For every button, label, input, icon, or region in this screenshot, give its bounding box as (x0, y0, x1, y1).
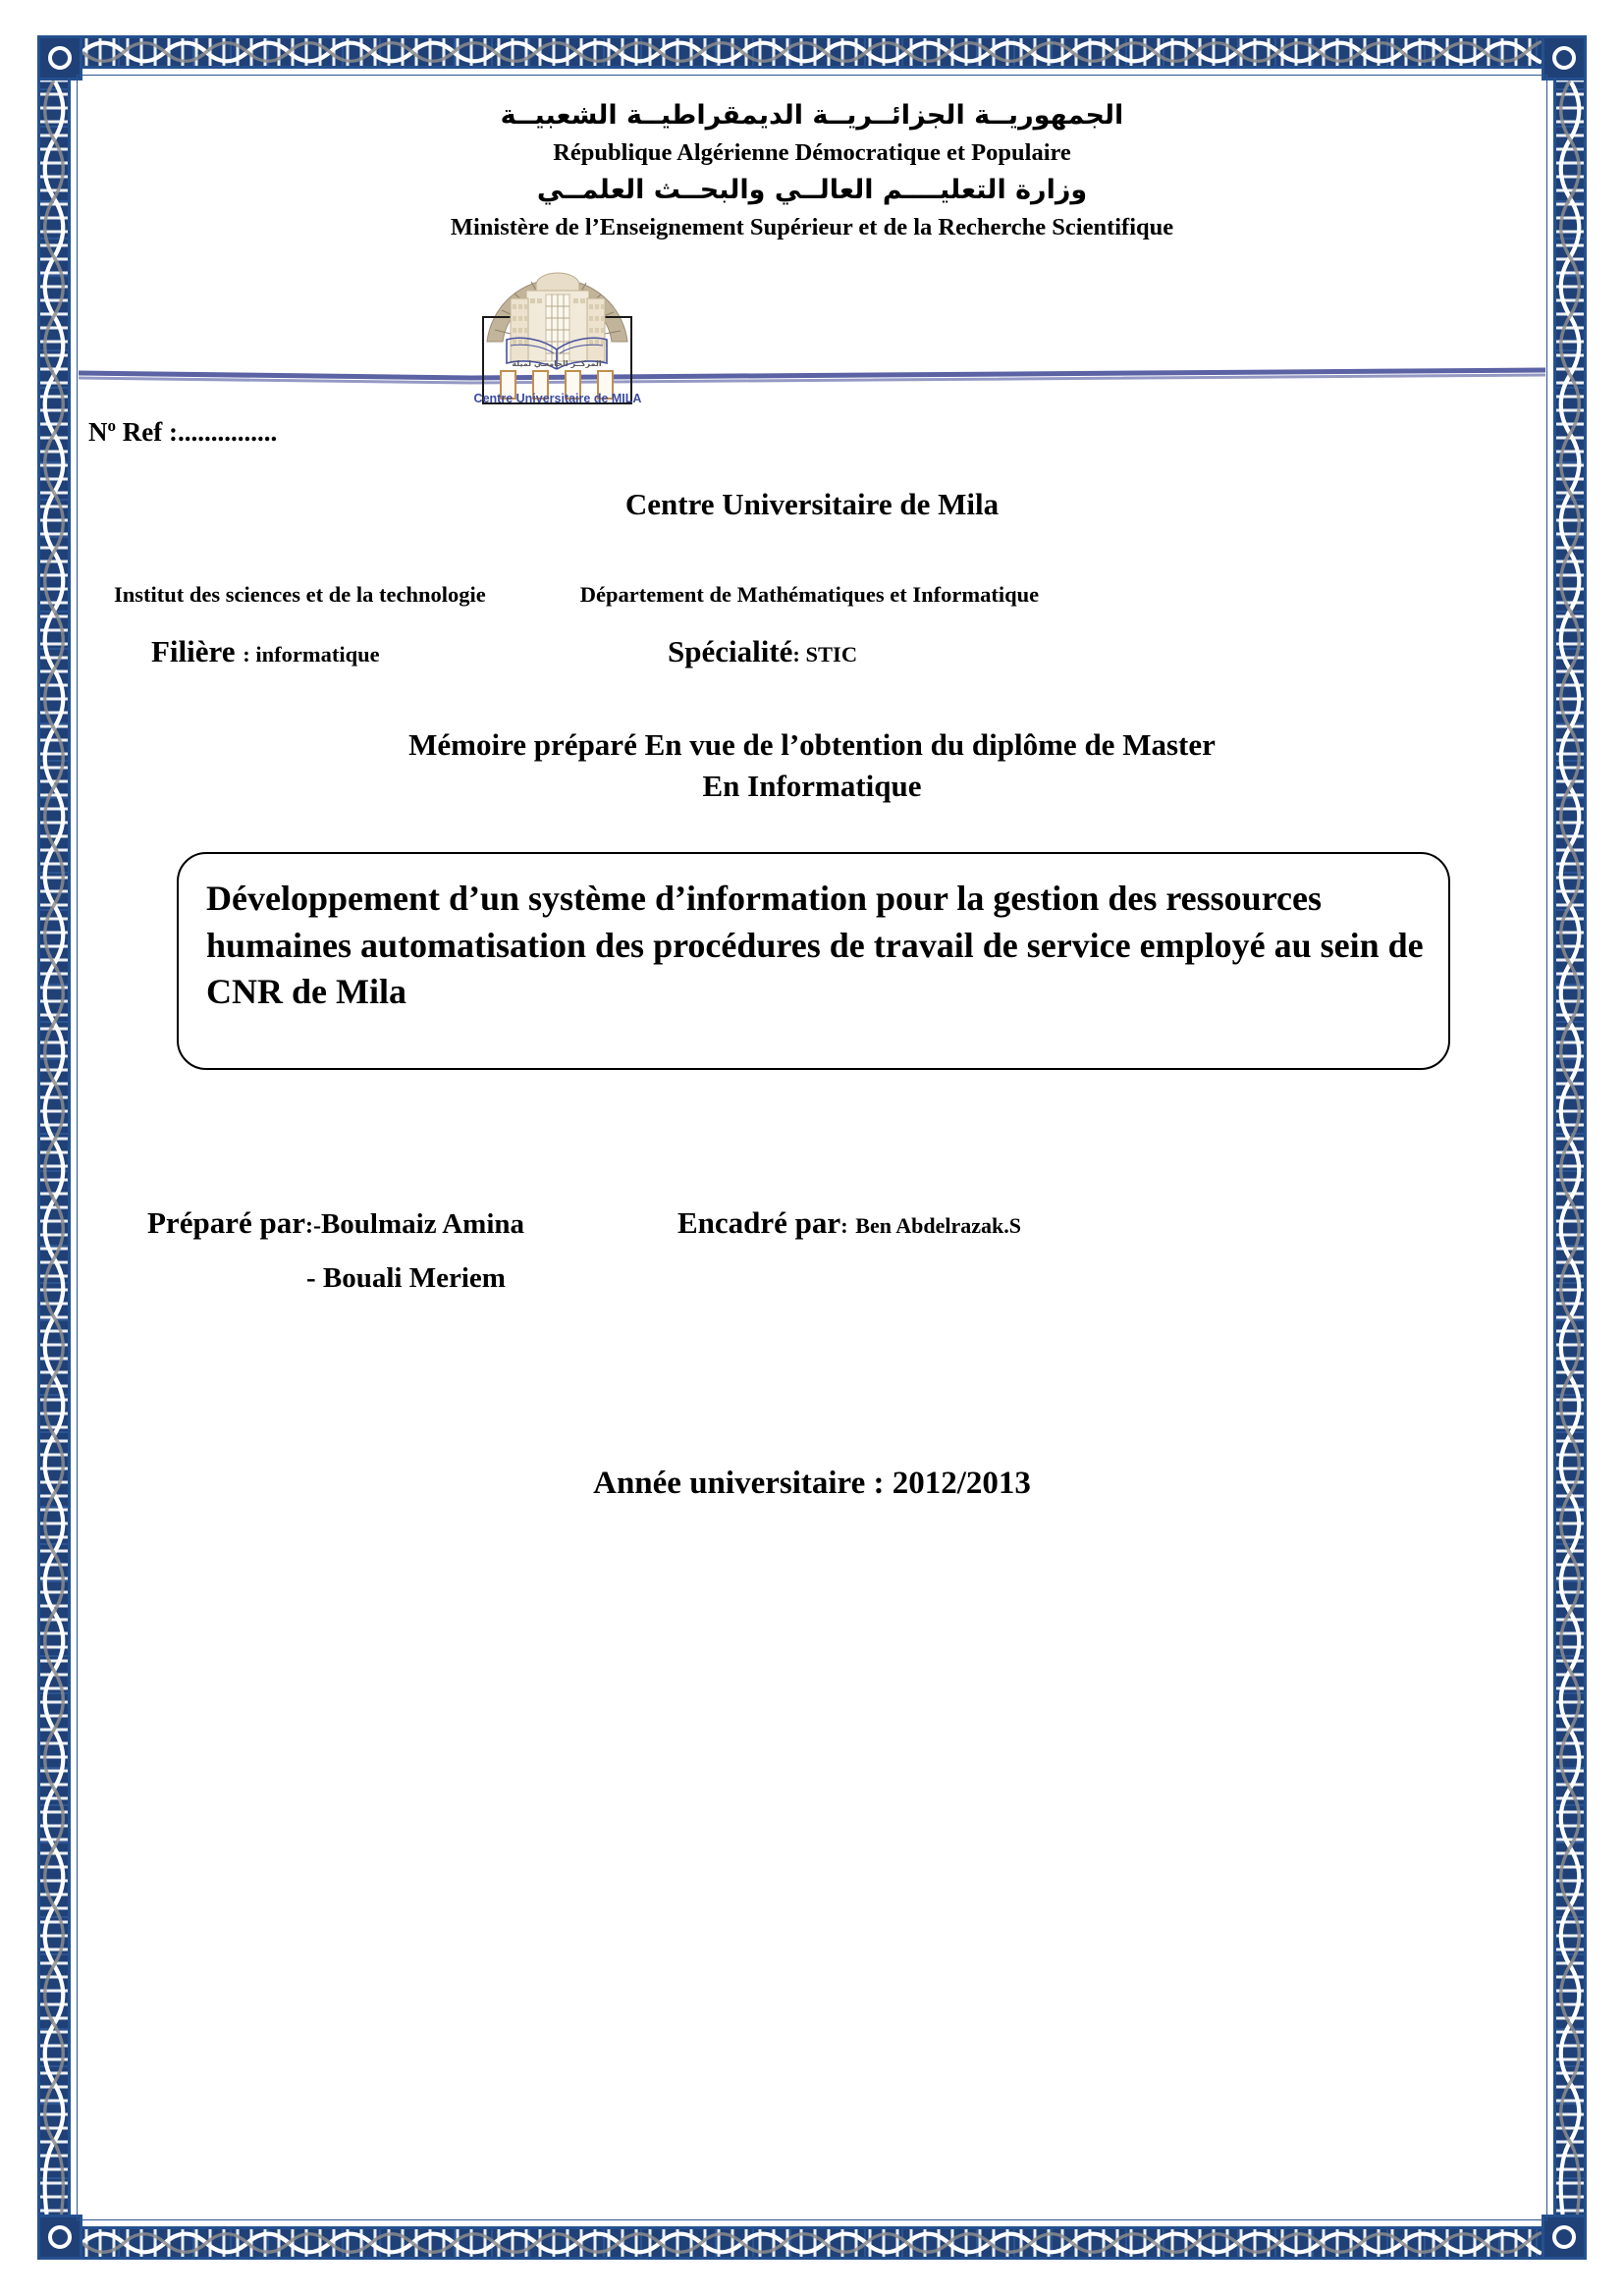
specialite-label: Spécialité (668, 634, 793, 668)
border-band-top (82, 35, 1542, 69)
filiere-value: : informatique (243, 642, 380, 667)
ring-icon (1552, 2225, 1576, 2249)
department-name: Département de Mathématiques et Informatique (579, 582, 1040, 607)
prepared-by-separator: :- (304, 1213, 321, 1239)
memoire-statement (79, 724, 1545, 807)
prepared-by-field (147, 1205, 524, 1241)
ring-icon (1552, 46, 1576, 70)
memoire-line-1: Mémoire préparé En vue de l’obtention du diplôme de Master (408, 727, 1216, 762)
ref-label: N (88, 417, 108, 447)
filiere-label: Filière (151, 634, 236, 668)
ring-icon (48, 2225, 72, 2249)
page-content (79, 77, 1545, 2218)
specialite-value: : STIC (792, 642, 858, 667)
braid-knot-icon (82, 2229, 1542, 2257)
author-name-1: Boulmaiz Amina (320, 1208, 525, 1240)
university-logo (471, 226, 643, 407)
header-line-french-ministry: Ministère de l’Enseignement Supérieur et de la Recherche Scientifique (450, 213, 1174, 240)
reference-number (88, 416, 277, 448)
header-line-french-republic: République Algérienne Démocratique et Populaire (553, 139, 1071, 167)
header-line-arabic-republic: الجمهوريــة الجزائــريــة الديمقراطيــة الشعبيــة (500, 100, 1124, 131)
braid-knot-icon (1556, 80, 1584, 2215)
supervisor-separator: : (840, 1213, 848, 1238)
ring-icon (48, 46, 72, 70)
memoire-line-2: En Informatique (702, 768, 922, 803)
ministry-header (79, 96, 1545, 244)
filiere-field (151, 634, 380, 669)
thesis-title-box (177, 852, 1450, 1070)
border-band-left (37, 80, 71, 2215)
ref-superscript: o (107, 416, 116, 435)
border-band-bottom (82, 2226, 1542, 2260)
header-line-arabic-ministry: وزارة التعليــــم العالــي والبحــث العلمــي (536, 174, 1088, 205)
university-name: Centre Universitaire de Mila (624, 487, 1000, 521)
supervisor-label: Encadré par (677, 1205, 841, 1240)
divider-icon (79, 367, 1545, 397)
border-band-right (1553, 80, 1587, 2215)
supervisor-name: Ben Abdelrazak.S (855, 1213, 1021, 1238)
logo-arabic-caption: المركــز الجامعـي لميلة (512, 359, 602, 368)
affiliation-row (79, 582, 1545, 608)
academic-year: Année universitaire : 2012/2013 (593, 1466, 1031, 1501)
author-name-2: - Bouali Meriem (306, 1262, 506, 1294)
logo-caption-text: Centre Universitaire de MILA (473, 392, 642, 405)
prepared-by-label: Préparé par (147, 1205, 305, 1240)
braid-knot-icon (40, 80, 68, 2215)
corner-medallion-bottom-right (1542, 2215, 1587, 2260)
braid-knot-icon (82, 38, 1542, 66)
supervisor-field (677, 1205, 1021, 1241)
university-emblem-icon (471, 226, 643, 407)
specialite-field (668, 634, 857, 669)
institute-name: Institut des sciences et de la technologie (114, 582, 486, 607)
corner-medallion-bottom-left (37, 2215, 82, 2260)
ref-rest: Ref :............... (116, 417, 278, 447)
corner-medallion-top-right (1542, 35, 1587, 80)
header-divider-line (79, 367, 1545, 397)
thesis-title: Développement d’un système d’information pour la gestion des ressources humaines automatisation des procédures de travail de service employé au sein de CNR de Mila (206, 879, 1424, 1012)
